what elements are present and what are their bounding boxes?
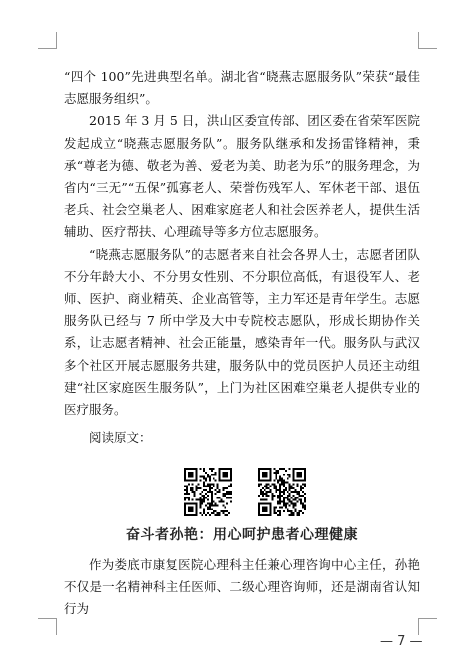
- paragraph-1: “四个 100”先进典型名单。湖北省“晓燕志愿服务队”荣获“最佳志愿服务组织”。: [64, 69, 420, 107]
- qr-code-icon[interactable]: [184, 468, 232, 516]
- read-original-label: 阅读原文：: [89, 430, 152, 446]
- article-body: [64, 66, 420, 449]
- article-intro: [64, 554, 420, 621]
- paragraph-2: 2015 年 3 月 5 日，洪山区委宣传部、团区委在省荣军医院发起成立“晓燕志愿服务队”。服务队继承和发扬雷锋精神，秉承“尊老为德、敬老为善、爱老为美、助老为乐”的服务理念，为省内“三无”“五保”孤寡老人、荣誉伤残军人、军休老干部、退伍老兵、社会空巢老人、困难家庭老人和社会医养老人，提供生活辅助、医疗帮扶、心理疏导等多方位志愿服务。: [64, 113, 420, 240]
- article-heading: 奋斗者孙艳：用心呵护患者心理健康: [126, 527, 358, 543]
- paragraph-3: “晓燕志愿服务队”的志愿者来自社会各界人士，志愿者团队不分年龄大小、不分男女性别、不分职位高低，有退役军人、老师、医护、商业精英、企业高管等，主力军还是青年学生。志愿服务队已经与 7 所中学及大中专院校志愿队，形成长期协作关系，让志愿者精神、社会正能量，感染青年一代。服务队与武汉多个社区开展志愿服务共建，服务队中的党员医护人员还主动组建“社区家庭医生服务队”，上门为社区困难空巢老人提供专业的医疗服务。: [64, 246, 420, 418]
- qr-code-icon[interactable]: [258, 468, 306, 516]
- crop-mark-top-right: [418, 32, 437, 49]
- page-number: — 7 —: [380, 634, 423, 649]
- crop-mark-bottom-left: [38, 618, 57, 635]
- qr-code-row: [0, 468, 475, 516]
- intro-paragraph: 作为娄底市康复医院心理科主任兼心理咨询中心主任，孙艳不仅是一名精神科主任医师、二级心理咨询师，还是湖南省认知行为: [64, 557, 420, 617]
- crop-mark-bottom-right: [418, 618, 437, 635]
- crop-mark-top-left: [38, 32, 57, 49]
